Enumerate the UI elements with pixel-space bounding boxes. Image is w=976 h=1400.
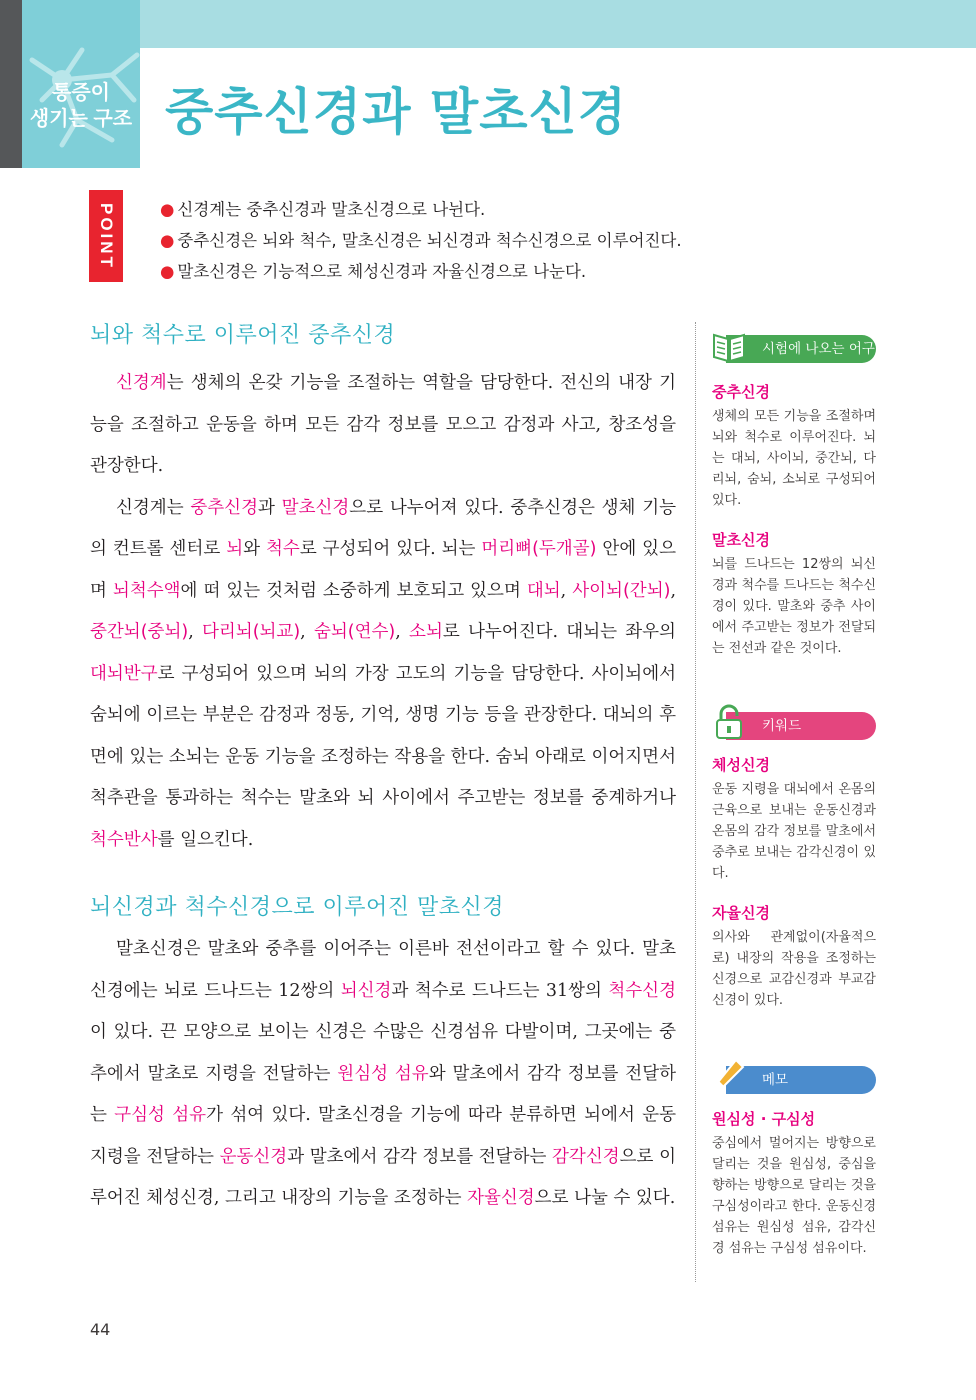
body-text-run: 으로 나눌 수 있다.	[534, 1188, 676, 1208]
keyword-highlight: 구심성 섬유	[114, 1105, 207, 1125]
point-item	[160, 194, 682, 225]
point-item-text: 신경계는 중추신경과 말초신경으로 나뉜다.	[177, 200, 486, 219]
keyword-highlight: 자율신경	[467, 1188, 535, 1208]
chapter-tab-bar	[0, 0, 22, 168]
keyword-highlight: 뇌척수액	[112, 580, 181, 601]
page-number: 44	[90, 1320, 111, 1339]
body-text-run: 와	[243, 539, 266, 559]
open-book-icon	[712, 327, 746, 363]
side-term: 말초신경	[712, 531, 770, 549]
paragraph	[90, 488, 676, 862]
keyword-highlight: 신경계	[116, 373, 167, 393]
bullet-icon: ●	[160, 200, 175, 219]
header-strip	[140, 0, 976, 48]
exam-terms-label-text: 시험에 나오는 어구	[762, 341, 875, 357]
point-tag-label: POINT	[97, 202, 116, 270]
pencil-icon	[712, 1058, 746, 1094]
keyword-highlight: 척수반사	[90, 829, 158, 850]
body-text-run: 는 생체의 온갖 기능을 조절하는 역할을 담당한다. 전신의 내장 기능을 조절하고 운동을 하며 모든 감각 정보를 모으고 감정과 사고, 창조성을 관장한다.	[90, 373, 676, 476]
body-text-run: 으로 이루어진 체성신경, 그리고 내장의 기능을 조정하는	[90, 1146, 676, 1208]
side-desc: 의사와 관계없이(자율적으로) 내장의 작용을 조정하는 신경으로 교감신경과 부교감신경이 있다.	[712, 930, 876, 1008]
sidebar-memo	[712, 1066, 876, 1259]
badge-line-1: 통증이	[52, 82, 110, 104]
sidebar-divider	[695, 322, 696, 1282]
chapter-badge	[22, 0, 140, 168]
keyword-highlight: 뇌신경	[340, 980, 392, 1001]
keyword-highlight: 중추신경	[190, 497, 258, 518]
body-text-run: 안에 있으며	[90, 539, 676, 601]
keyword-highlight: 원심성 섬유	[337, 1063, 429, 1084]
keyword-highlight: 말초신경	[281, 497, 350, 518]
bullet-icon: ●	[160, 231, 175, 250]
body-text-run: 과 척수로 드나드는 31쌍의	[391, 980, 609, 1001]
point-tag	[89, 190, 123, 282]
memo-label-text: 메모	[762, 1072, 789, 1088]
side-term: 체성신경	[712, 756, 770, 774]
section-body-peripheral	[90, 929, 676, 1220]
body-text-run: 와 말초에서 감각 정보를 전달하는	[90, 1063, 677, 1125]
keyword-highlight: 숨뇌(연수)	[313, 622, 396, 642]
side-desc: 중심에서 멀어지는 방향으로 달리는 것을 원심성, 중심을 향하는 방향으로 달리는 것을 구심성이라고 한다. 운동신경 섬유는 원심성 섬유, 감각신경 섬유는 구심성 섬유이다.	[712, 1136, 876, 1256]
memo-label	[726, 1066, 876, 1094]
keyword-highlight: 척수	[266, 539, 300, 559]
point-list	[160, 194, 682, 287]
paragraph	[90, 929, 676, 1220]
keyword-highlight: 다리뇌(뇌교)	[201, 622, 301, 642]
body-text-run: ,	[300, 622, 314, 642]
side-term: 원심성 · 구심성	[712, 1110, 816, 1128]
sidebar-exam-terms	[712, 335, 876, 659]
body-text-run: 말초신경은 말초와 중추를 이어주는 이른바 전선이라고 할 수 있다. 말초신경에는 뇌로 드나드는 12쌍의	[90, 939, 676, 1001]
keyword-highlight: 사이뇌(간뇌)	[572, 580, 671, 601]
keyword-highlight: 대뇌	[526, 580, 561, 601]
section-heading-peripheral: 뇌신경과 척수신경으로 이루어진 말초신경	[90, 895, 505, 920]
keyword-label-text: 키워드	[762, 718, 802, 734]
body-text-run: 이 있다. 끈 모양으로 보이는 신경은 수많은 신경섬유 다발이며, 그곳에는 중추에서 말초로 지령을 전달하는	[90, 1022, 676, 1084]
section-heading-central: 뇌와 척수로 이루어진 중추신경	[90, 323, 396, 348]
page-title: 중추신경과 말초신경	[165, 83, 628, 141]
body-text-run: ,	[560, 580, 573, 601]
point-item-text: 중추신경은 뇌와 척수, 말초신경은 뇌신경과 척수신경으로 이루어진다.	[177, 231, 682, 250]
keyword-highlight: 소뇌	[409, 622, 443, 642]
badge-line-2: 생기는 구조	[29, 108, 133, 130]
keyword-highlight: 머리뼈(두개골)	[481, 539, 597, 559]
point-item	[160, 225, 682, 256]
side-term: 중추신경	[712, 383, 770, 401]
body-text-run: 과 말초에서 감각 정보를 전달하는	[287, 1146, 553, 1167]
body-text-run: 로 나누어진다. 대뇌는 좌우의	[442, 622, 676, 642]
side-term: 자율신경	[712, 904, 770, 922]
keyword-label	[726, 712, 876, 740]
side-desc: 운동 지령을 대뇌에서 온몸의 근육으로 보내는 운동신경과 온몸의 감각 정보를 말초에서 중추로 보내는 감각신경이 있다.	[712, 782, 876, 881]
body-text-run: 를 일으킨다.	[157, 829, 254, 850]
body-text-run: 가 섞여 있다. 말초신경을 기능에 따라 분류하면 뇌에서 운동 지령을 전달하는	[90, 1105, 676, 1167]
side-desc: 생체의 모든 기능을 조절하며 뇌와 척수로 이루어진다. 뇌는 대뇌, 사이뇌, 중간뇌, 다리뇌, 숨뇌, 소뇌로 구성되어 있다.	[712, 409, 876, 508]
section-body-central	[90, 363, 676, 861]
body-text-run: 에 떠 있는 것처럼 소중하게 보호되고 있으며	[180, 580, 527, 601]
keyword-highlight: 뇌	[226, 539, 244, 559]
keyword-highlight: 중간뇌(중뇌)	[90, 622, 189, 642]
bullet-icon: ●	[160, 262, 175, 281]
padlock-icon	[712, 704, 746, 740]
body-text-run: ,	[670, 580, 677, 601]
body-text-run: ,	[188, 622, 202, 642]
point-item	[160, 256, 682, 287]
keyword-highlight: 척수신경	[608, 980, 676, 1001]
body-text-run: 으로 나누어져 있다. 중추신경은 생체 기능의 컨트롤 센터로	[90, 497, 677, 559]
side-desc: 뇌를 드나드는 12쌍의 뇌신경과 척수를 드나드는 척수신경이 있다. 말초와 중추 사이에서 주고받는 정보가 전달되는 전선과 같은 것이다.	[712, 557, 876, 656]
exam-terms-label	[726, 335, 876, 363]
sidebar-keywords	[712, 712, 876, 1011]
keyword-highlight: 감각신경	[552, 1146, 620, 1167]
body-text-run: 신경계는	[116, 497, 191, 518]
point-item-text: 말초신경은 기능적으로 체성신경과 자율신경으로 나눈다.	[177, 262, 587, 281]
keyword-highlight: 대뇌반구	[90, 663, 158, 684]
body-text-run: ,	[395, 622, 410, 642]
paragraph	[90, 363, 676, 488]
body-text-run: 로 구성되어 있으며 뇌의 가장 고도의 기능을 담당한다. 사이뇌에서 숨뇌에 이르는 부분은 감정과 정동, 기억, 생명 기능 등을 관장한다. 대뇌의 후면에 있는 소뇌는 운동 기능을 조정하는 작용을 한다. 숨뇌 아래로 이어지면서 척추관을 통과하는 척수는 말초와 뇌 사이에서 주고받는 정보를 중계하거나	[90, 663, 676, 808]
keyword-highlight: 운동신경	[219, 1146, 288, 1167]
body-text-run: 로 구성되어 있다. 뇌는	[299, 539, 482, 559]
body-text-run: 과	[258, 497, 282, 518]
